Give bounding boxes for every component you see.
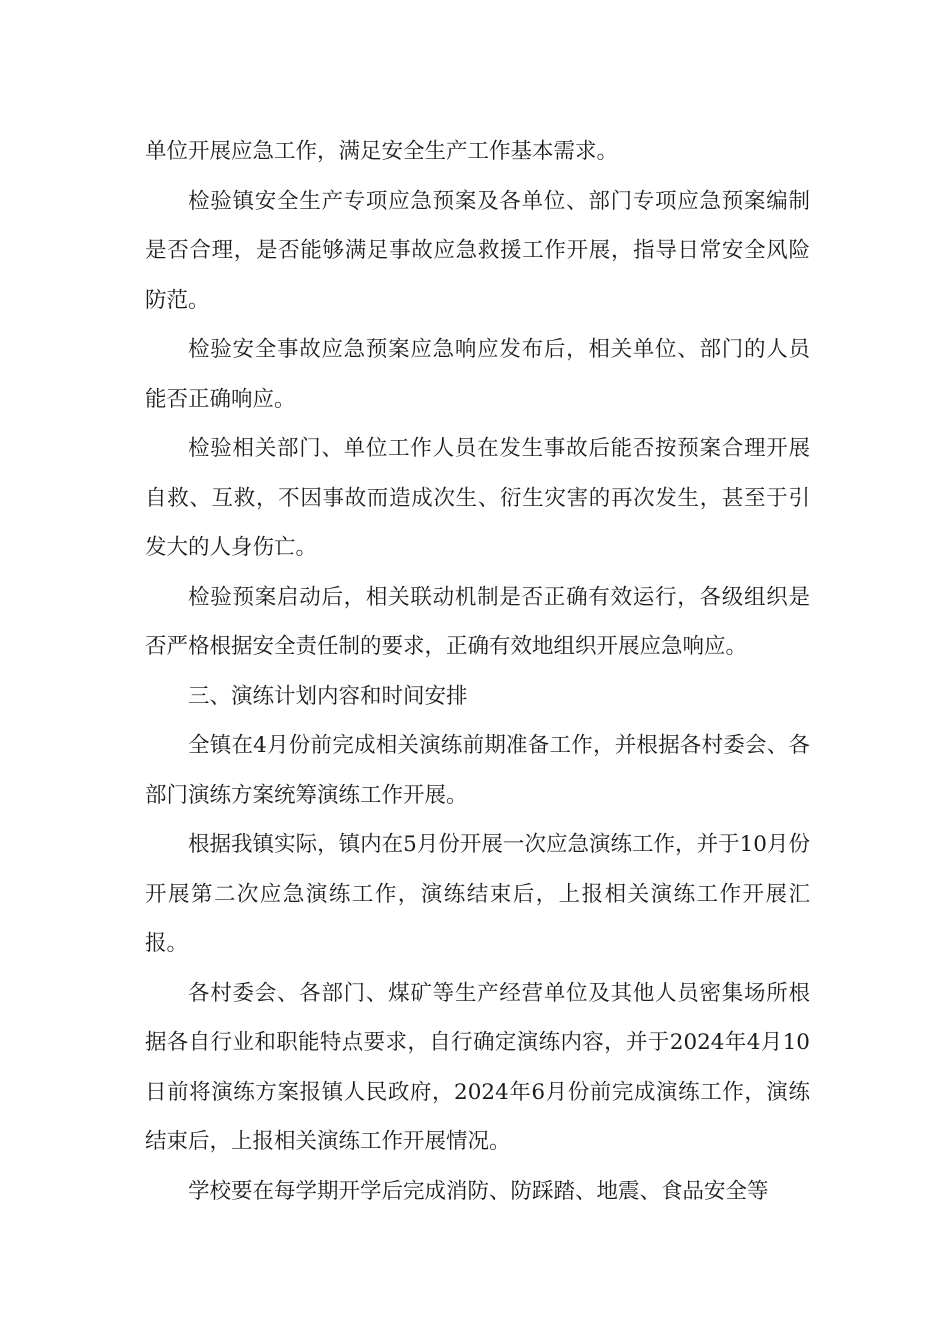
paragraph-village-units: 各村委会、各部门、煤矿等生产经营单位及其他人员密集场所根据各自行业和职能特点要求，自行确定演练内容，并于2024年4月10日前将演练方案报镇人民政府，2024年6月份前完成演练工作，演练结束后，上报相关演练工作开展情况。 (145, 980, 810, 1154)
paragraph-schools: 学校要在每学期开学后完成消防、防踩踏、地震、食品安全等 (188, 1178, 769, 1204)
paragraph-drill-schedule: 根据我镇实际，镇内在5月份开展一次应急演练工作，并于10月份开展第二次应急演练工作，演练结束后，上报相关演练工作开展汇报。 (145, 832, 810, 956)
paragraph-continuation: 单位开展应急工作，满足安全生产工作基本需求。 (145, 139, 619, 164)
paragraph-verify-response: 检验安全事故应急预案应急响应发布后，相关单位、部门的人员能否正确响应。 (145, 337, 810, 412)
paragraph-april-preparation: 全镇在4月份前完成相关演练前期准备工作，并根据各村委会、各部门演练方案统筹演练工作开展。 (145, 733, 810, 808)
paragraph-verify-self-rescue: 检验相关部门、单位工作人员在发生事故后能否按预案合理开展自救、互救，不因事故而造成次生、衍生灾害的再次发生，甚至于引发大的人身伤亡。 (145, 436, 810, 560)
document-body (145, 127, 810, 1216)
section-heading: 三、演练计划内容和时间安排 (188, 683, 468, 709)
paragraph-verify-plan: 检验镇安全生产专项应急预案及各单位、部门专项应急预案编制是否合理，是否能够满足事故应急救援工作开展，指导日常安全风险防范。 (145, 188, 810, 313)
paragraph-verify-linkage: 检验预案启动后，相关联动机制是否正确有效运行，各级组织是否严格根据安全责任制的要求，正确有效地组织开展应急响应。 (145, 584, 810, 659)
